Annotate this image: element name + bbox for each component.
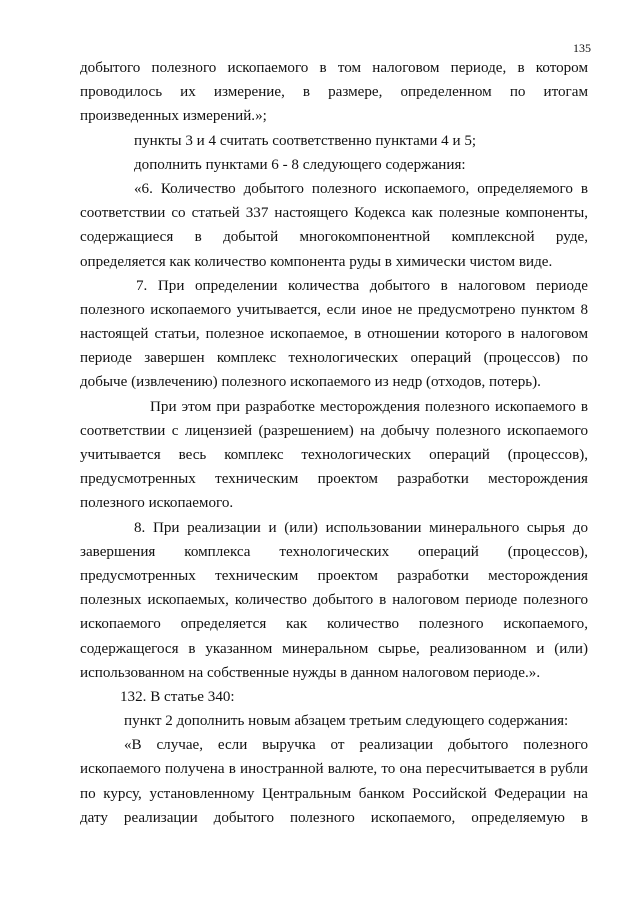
section-heading: 132. В статье 340: [120,688,235,705]
text-line: учитывается весь комплекс технологических операций (процессов), [80,447,588,463]
paragraph-first-line: пункты 3 и 4 считать соответственно пунктами 4 и 5; [134,132,477,149]
paragraph-first-line: «6. Количество добытого полезного ископаемого, определяемого в [134,180,588,197]
text-line: определяется как количество компонента руды в химически чистом виде. [80,253,553,270]
paragraph-first-line: 8. При реализации и (или) использовании минерального сырья до [134,519,588,536]
text-line: добытого полезного ископаемого в том налоговом периоде, в котором [80,60,588,76]
text-line: соответствии со статьей 337 настоящего Кодекса как полезные компоненты, [80,205,588,222]
text-line: завершения комплекса технологических операций (процессов), [80,543,588,560]
paragraph-first-line: При этом при разработке месторождения полезного ископаемого в [150,398,588,415]
text-line: предусмотренных техническим проектом разработки месторождения [80,471,588,488]
text-line: по курсу, установленному Центральным банком Российской Федерации на [80,785,588,802]
paragraph-first-line: пункт 2 дополнить новым абзацем третьим следующего содержания: [124,713,569,730]
text-line: добыче (извлечению) полезного ископаемого из недр (отходов, потерь). [80,374,541,391]
paragraph-first-line: «В случае, если выручка от реализации добытого полезного [124,737,588,754]
text-line: содержащегося в указанном минеральном сырье, реализованном и (или) [80,640,588,657]
page-number: 135 [573,41,591,55]
text-line: полезного ископаемого учитывается, если иное не предусмотрено пунктом 8 [80,301,588,318]
text-line: использованном на собственные нужды в данном налоговом периоде.». [80,664,541,681]
text-line: полезных ископаемых, количество добытого в налоговом периоде полезного [80,592,588,609]
text-line: полезного ископаемого. [80,495,234,512]
text-line: ископаемого получена в иностранной валюте, то она пересчитывается в рубли [80,761,588,778]
text-line: предусмотренных техническим проектом разработки месторождения [80,567,588,584]
text-line: ископаемого определяется как количество полезного ископаемого, [80,616,588,633]
text-line: дату реализации добытого полезного ископаемого, определяемую в [80,809,588,826]
paragraph-first-line: 7. При определении количества добытого в налоговом периоде [136,277,588,294]
text-line: соответствии с лицензией (разрешением) на добычу полезного ископаемого [80,422,588,439]
text-line: содержащиеся в добытой многокомпонентной комплексной руде, [80,229,588,246]
document-text [80,56,588,830]
text-line: произведенных измерений.»; [80,108,267,125]
text-line: настоящей статьи, полезное ископаемое, в отношении которого в налоговом [80,326,588,343]
text-line: периоде завершен комплекс технологических операций (процессов) по [80,350,588,367]
text-line: проводилось их измерение, в размере, определенном по итогам [80,84,588,101]
paragraph-first-line: дополнить пунктами 6 - 8 следующего содержания: [134,156,466,173]
